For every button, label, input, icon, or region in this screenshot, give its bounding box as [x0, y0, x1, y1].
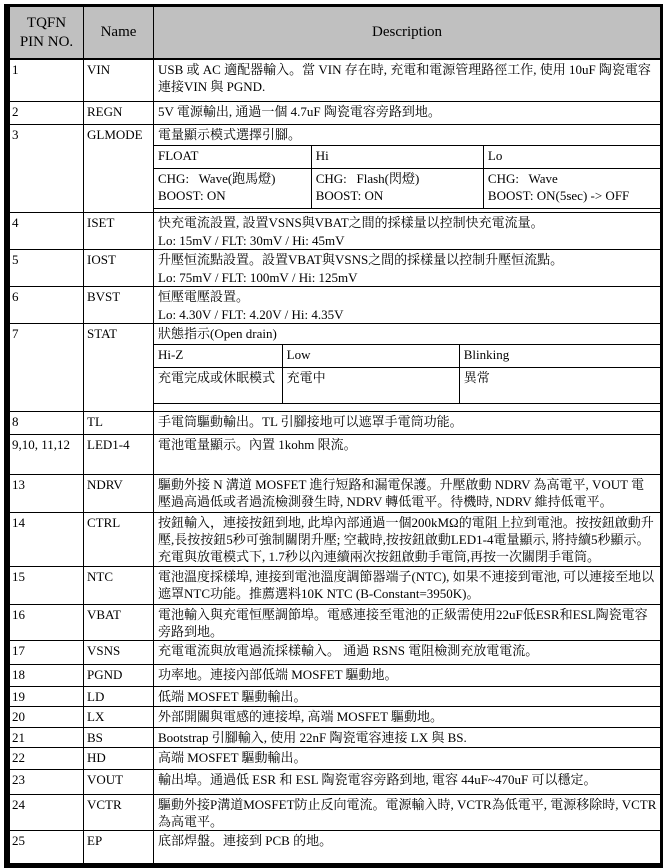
pin-number-cell: 19	[10, 687, 84, 707]
description-text: Lo: 15mV / FLT: 30mV / Hi: 45mV	[158, 233, 345, 248]
page	[0, 4, 666, 848]
pin-number-cell: 18	[10, 665, 84, 687]
description-text: 驅動外接 N 溝道 MOSFET 進行短路和漏電保護。升壓啟動 NDRV 為高電平, VOUT 電壓過高過低或者過流檢測發生時, NDRV 轉低電平。待機時, NDRV 維持低電平。	[158, 477, 645, 509]
description-text: Bootstrap 引腳輸入, 使用 22nF 陶瓷電容連接 LX 與 BS.	[158, 730, 467, 745]
pin-number-cell: 5	[10, 250, 84, 287]
header-pin-line2: PIN NO.	[19, 33, 74, 50]
pin-number-cell: 3	[10, 125, 84, 213]
pin-name-cell: NDRV	[84, 475, 154, 513]
pin-name-cell: TL	[84, 412, 154, 435]
header-description-cell: Description	[154, 7, 661, 60]
pin-description-cell	[154, 665, 661, 687]
pin-name-cell: LX	[84, 707, 154, 728]
subtable-cell	[154, 368, 282, 404]
description-text: Lo: 4.30V / FLT: 4.20V / Hi: 4.35V	[158, 307, 344, 322]
pin-number-cell: 7	[10, 324, 84, 412]
subtable-header-cell: Lo	[483, 146, 660, 169]
pin-number-cell: 9,10, 11,12	[10, 435, 84, 475]
pin-description-cell	[154, 102, 661, 125]
pin-name-cell: REGN	[84, 102, 154, 125]
subtable-cell	[459, 368, 660, 404]
subtable-text: CHG: Wave(跑馬燈)	[158, 171, 276, 186]
pin-name-cell: PGND	[84, 665, 154, 687]
description-text: Lo: 75mV / FLT: 100mV / Hi: 125mV	[158, 270, 358, 285]
subtable-text: 異常	[463, 370, 490, 385]
pin-number-cell: 14	[10, 513, 84, 567]
header-pin-line1: TQFN	[26, 14, 67, 31]
pin-description-cell	[154, 567, 661, 605]
table-row	[10, 665, 661, 687]
table-row	[10, 513, 661, 567]
mode-subtable	[154, 145, 660, 209]
pin-name-cell: NTC	[84, 567, 154, 605]
pin-description-cell	[154, 412, 661, 435]
pin-table-body	[10, 59, 661, 864]
pin-name-cell: HD	[84, 748, 154, 770]
pin-number-cell: 25	[10, 831, 84, 864]
pin-description-table	[4, 4, 663, 868]
pin-description-cell	[154, 687, 661, 707]
description-text: 電池溫度採樣埠, 連接到電池溫度調節器端子(NTC), 如果不連接到電池, 可以連接至地以遮罩NTC功能。推薦選料10K NTC (B-Constant=3950K)。	[158, 569, 655, 601]
subtable-text: CHG: Flash(閃燈)	[315, 171, 420, 186]
pin-description-cell	[154, 707, 661, 728]
pin-number-cell: 24	[10, 795, 84, 831]
subtable-cell	[282, 368, 459, 404]
table-row	[10, 707, 661, 728]
pin-number-cell: 15	[10, 567, 84, 605]
pin-description-cell	[154, 513, 661, 567]
pin-name-cell: BS	[84, 728, 154, 748]
description-text: 外部開關與電感的連接埠, 高端 MOSFET 驅動地。	[158, 709, 444, 724]
pin-name-cell: VSNS	[84, 641, 154, 665]
subtable-header-row	[154, 345, 660, 368]
description-text: 5V 電源輸出, 通過一個 4.7uF 陶瓷電容旁路到地。	[158, 104, 441, 119]
table-row	[10, 213, 661, 250]
table-row	[10, 412, 661, 435]
description-text: 充電電流與放電過流採樣輸入。 通過 RSNS 電阻檢測充放電電流。	[158, 643, 539, 658]
pin-description-cell	[154, 795, 661, 831]
subtable-text: BOOST: ON	[315, 188, 384, 203]
pin-name-cell: VCTR	[84, 795, 154, 831]
pin-description-cell	[154, 435, 661, 475]
pin-description-cell	[154, 125, 661, 213]
description-text: 輸出埠。通過低 ESR 和 ESL 陶瓷電容旁路到地, 電容 44uF~470uF 可以穩定。	[158, 772, 597, 787]
description-text: 高端 MOSFET 驅動輸出。	[158, 750, 307, 765]
description-text: 底部焊盤。連接到 PCB 的地。	[158, 833, 333, 848]
pin-number-cell: 13	[10, 475, 84, 513]
pin-description-cell	[154, 287, 661, 324]
subtable-text: BOOST: ON(5sec) -> OFF	[487, 188, 630, 203]
pin-name-cell: ISET	[84, 213, 154, 250]
pin-number-cell: 1	[10, 59, 84, 102]
pin-description-cell	[154, 728, 661, 748]
description-text: 快充電流設置, 設置VSNS與VBAT之間的採樣量以控制快充電流量。	[158, 215, 544, 230]
description-text: 電池電量顯示。內置 1kohm 限流。	[158, 437, 357, 452]
table-row	[10, 748, 661, 770]
description-text: 按鈕輸入，連接按鈕到地, 此埠內部通過一個200kMΩ的電阻上拉到電池。按按鈕啟動升壓,長按按鈕5秒可強制關閉升壓; 空載時,按按鈕啟動LED1-4電量顯示, 將持續5秒顯示。充電與放電模式下, 1.7秒以內連續兩次按鈕啟動手電筒,再按一次關閉手電筒。	[158, 515, 654, 564]
pin-name-cell: BVST	[84, 287, 154, 324]
pin-number-cell: 16	[10, 605, 84, 641]
subtable-header-cell: Blinking	[459, 345, 660, 368]
table-row	[10, 795, 661, 831]
table-row	[10, 831, 661, 864]
subtable-text: 充電中	[286, 370, 326, 385]
subtable-header-cell: Hi-Z	[154, 345, 282, 368]
description-text: 恒壓電壓設置。	[158, 289, 250, 304]
pin-name-cell: VIN	[84, 59, 154, 102]
table-row	[10, 287, 661, 324]
pin-description-cell	[154, 748, 661, 770]
table-row	[10, 641, 661, 665]
table-header-row	[10, 7, 661, 60]
pin-number-cell: 23	[10, 770, 84, 795]
subtable-header-cell: FLOAT	[154, 146, 311, 169]
subtable-body-row	[154, 368, 660, 404]
pin-name-cell: LED1-4	[84, 435, 154, 475]
pin-description-cell	[154, 831, 661, 864]
pin-description-cell	[154, 59, 661, 102]
description-text: 手電筒驅動輸出。TL 引腳接地可以遮罩手電筒功能。	[158, 414, 463, 429]
description-text: 功率地。連接內部低端 MOSFET 驅動地。	[158, 667, 398, 682]
pin-number-cell: 2	[10, 102, 84, 125]
pin-number-cell: 21	[10, 728, 84, 748]
pin-name-cell: VBAT	[84, 605, 154, 641]
mode-subtable	[154, 344, 660, 404]
pin-name-cell: VOUT	[84, 770, 154, 795]
pin-description-cell	[154, 641, 661, 665]
pin-description-cell	[154, 475, 661, 513]
table-row	[10, 567, 661, 605]
table-row	[10, 687, 661, 707]
subtable-text: BOOST: ON	[158, 188, 226, 203]
pin-number-cell: 6	[10, 287, 84, 324]
pin-name-cell: CTRL	[84, 513, 154, 567]
pin-name-cell: IOST	[84, 250, 154, 287]
subtable-header-row	[154, 146, 660, 169]
table-row	[10, 324, 661, 412]
pin-number-cell: 20	[10, 707, 84, 728]
pin-description-cell	[154, 324, 661, 412]
pin-name-cell: STAT	[84, 324, 154, 412]
subtable-text: CHG: Wave	[487, 171, 558, 186]
table-row	[10, 475, 661, 513]
pin-description-cell	[154, 213, 661, 250]
table-row	[10, 728, 661, 748]
pin-number-cell: 8	[10, 412, 84, 435]
description-text: 低端 MOSFET 驅動輸出。	[158, 689, 307, 704]
pin-number-cell: 4	[10, 213, 84, 250]
description-text: USB 或 AC 適配器輸入。當 VIN 存在時, 充電和電源管理路徑工作, 使用 10uF 陶瓷電容連接VIN 與 PGND.	[158, 62, 651, 94]
subtable-header-cell: Hi	[311, 146, 483, 169]
pin-description-cell	[154, 770, 661, 795]
subtable-cell	[154, 169, 311, 209]
description-text: 狀態指示(Open drain)	[158, 326, 277, 341]
description-text: 電量顯示模式選擇引腳。	[158, 127, 302, 142]
subtable-header-cell: Low	[282, 345, 459, 368]
table-row	[10, 605, 661, 641]
table-row	[10, 59, 661, 102]
pin-name-cell: GLMODE	[84, 125, 154, 213]
description-text: 電池輸入與充電恒壓調節埠。電感連接至電池的正級需使用22uF低ESR和ESL陶瓷電容旁路到地。	[158, 607, 648, 639]
description-text: 驅動外接P溝道MOSFET防止反向電流。電源輸入時, VCTR為低電平, 電源移除時, VCTR為高電平。	[158, 797, 657, 829]
pin-description-cell	[154, 250, 661, 287]
header-name-cell: Name	[84, 7, 154, 60]
subtable-cell	[311, 169, 483, 209]
table-row	[10, 435, 661, 475]
header-pin-cell	[10, 7, 84, 60]
pin-number-cell: 22	[10, 748, 84, 770]
description-text: 升壓恒流點設置。設置VBAT與VSNS之間的採樣量以控制升壓恒流點。	[158, 252, 564, 267]
table-row	[10, 125, 661, 213]
table-row	[10, 250, 661, 287]
subtable-text: 充電完成或休眠模式	[158, 370, 276, 385]
subtable-body-row	[154, 169, 660, 209]
table-row	[10, 102, 661, 125]
pin-name-cell: EP	[84, 831, 154, 864]
subtable-cell	[483, 169, 660, 209]
table-row	[10, 770, 661, 795]
pin-number-cell: 17	[10, 641, 84, 665]
pin-name-cell: LD	[84, 687, 154, 707]
pin-description-cell	[154, 605, 661, 641]
